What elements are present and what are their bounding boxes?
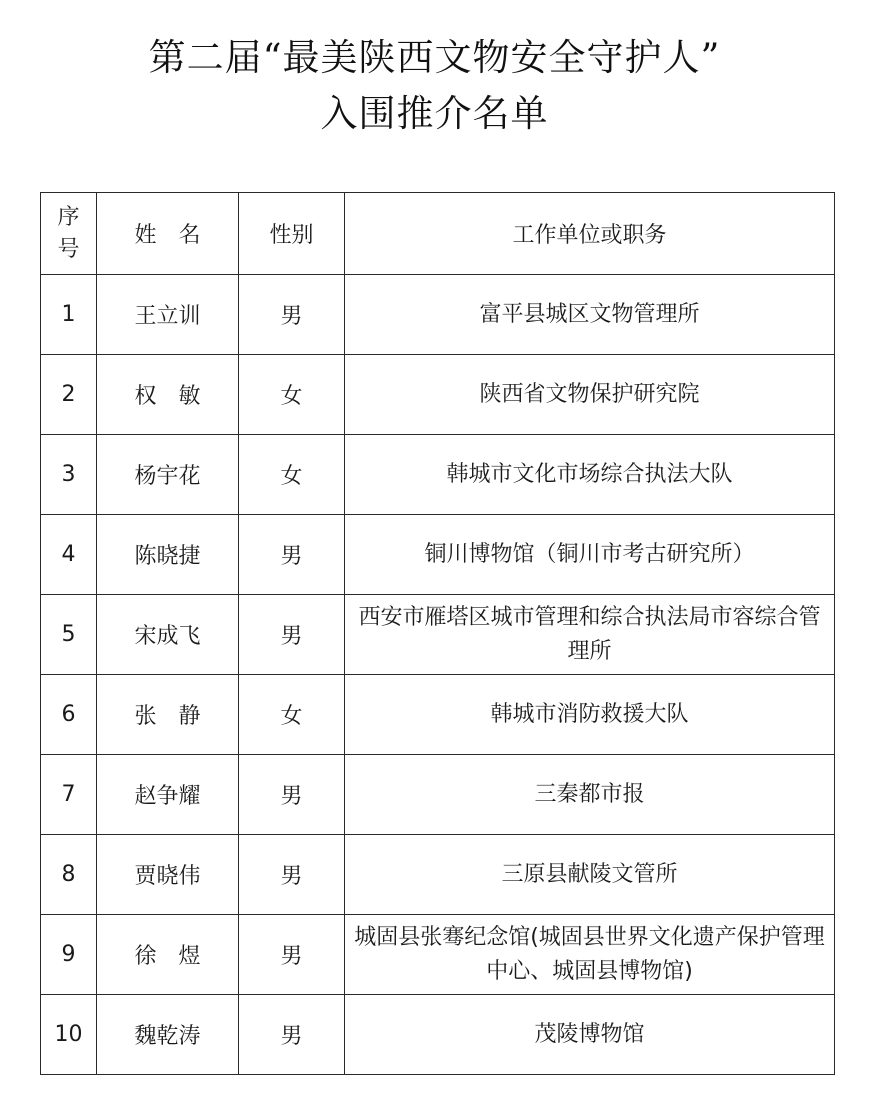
- row-unit: 城固县张骞纪念馆(城固县世界文化遗产保护管理中心、城固县博物馆): [345, 915, 835, 995]
- header-gender: 性别: [239, 193, 345, 275]
- document-title: [0, 30, 869, 142]
- table-row: [41, 355, 835, 435]
- row-name: 宋成飞: [97, 595, 239, 675]
- table-row: [41, 675, 835, 755]
- row-gender: 男: [239, 995, 345, 1075]
- row-number: 10: [41, 995, 97, 1075]
- table-row: [41, 835, 835, 915]
- row-name: 权 敏: [97, 355, 239, 435]
- header-number: [41, 193, 97, 275]
- row-unit: 西安市雁塔区城市管理和综合执法局市容综合管理所: [345, 595, 835, 675]
- header-unit: 工作单位或职务: [345, 193, 835, 275]
- table-row: [41, 515, 835, 595]
- row-number: 4: [41, 515, 97, 595]
- nominee-table: [40, 192, 835, 1075]
- row-gender: 男: [239, 275, 345, 355]
- title-line-1: 第二届“最美陕西文物安全守护人”: [148, 36, 721, 79]
- title-line-2: 入围推介名单: [320, 92, 549, 135]
- row-gender: 女: [239, 435, 345, 515]
- row-unit: 陕西省文物保护研究院: [345, 355, 835, 435]
- row-gender: 男: [239, 755, 345, 835]
- row-name: 杨宇花: [97, 435, 239, 515]
- row-unit: 韩城市消防救援大队: [345, 675, 835, 755]
- row-name: 魏乾涛: [97, 995, 239, 1075]
- row-number: 6: [41, 675, 97, 755]
- row-unit: 铜川博物馆（铜川市考古研究所）: [345, 515, 835, 595]
- table-row: [41, 915, 835, 995]
- row-name: 赵争耀: [97, 755, 239, 835]
- row-unit: 韩城市文化市场综合执法大队: [345, 435, 835, 515]
- row-name: 徐 煜: [97, 915, 239, 995]
- row-unit: 三秦都市报: [345, 755, 835, 835]
- row-number: 9: [41, 915, 97, 995]
- row-gender: 男: [239, 515, 345, 595]
- row-unit: 富平县城区文物管理所: [345, 275, 835, 355]
- row-gender: 男: [239, 915, 345, 995]
- row-number: 7: [41, 755, 97, 835]
- table-row: [41, 995, 835, 1075]
- table-row: [41, 435, 835, 515]
- header-number-part2: 号: [57, 236, 80, 262]
- table-header-row: [41, 193, 835, 275]
- header-name: 姓 名: [97, 193, 239, 275]
- row-unit: 茂陵博物馆: [345, 995, 835, 1075]
- row-number: 8: [41, 835, 97, 915]
- row-name: 王立训: [97, 275, 239, 355]
- row-gender: 男: [239, 835, 345, 915]
- row-name: 陈晓捷: [97, 515, 239, 595]
- table-row: [41, 755, 835, 835]
- row-unit: 三原县献陵文管所: [345, 835, 835, 915]
- row-number: 1: [41, 275, 97, 355]
- row-number: 2: [41, 355, 97, 435]
- table-row: [41, 595, 835, 675]
- row-number: 3: [41, 435, 97, 515]
- header-number-part1: 序: [57, 204, 80, 230]
- table-row: [41, 275, 835, 355]
- row-gender: 男: [239, 595, 345, 675]
- row-gender: 女: [239, 675, 345, 755]
- row-gender: 女: [239, 355, 345, 435]
- row-name: 张 静: [97, 675, 239, 755]
- row-name: 贾晓伟: [97, 835, 239, 915]
- row-number: 5: [41, 595, 97, 675]
